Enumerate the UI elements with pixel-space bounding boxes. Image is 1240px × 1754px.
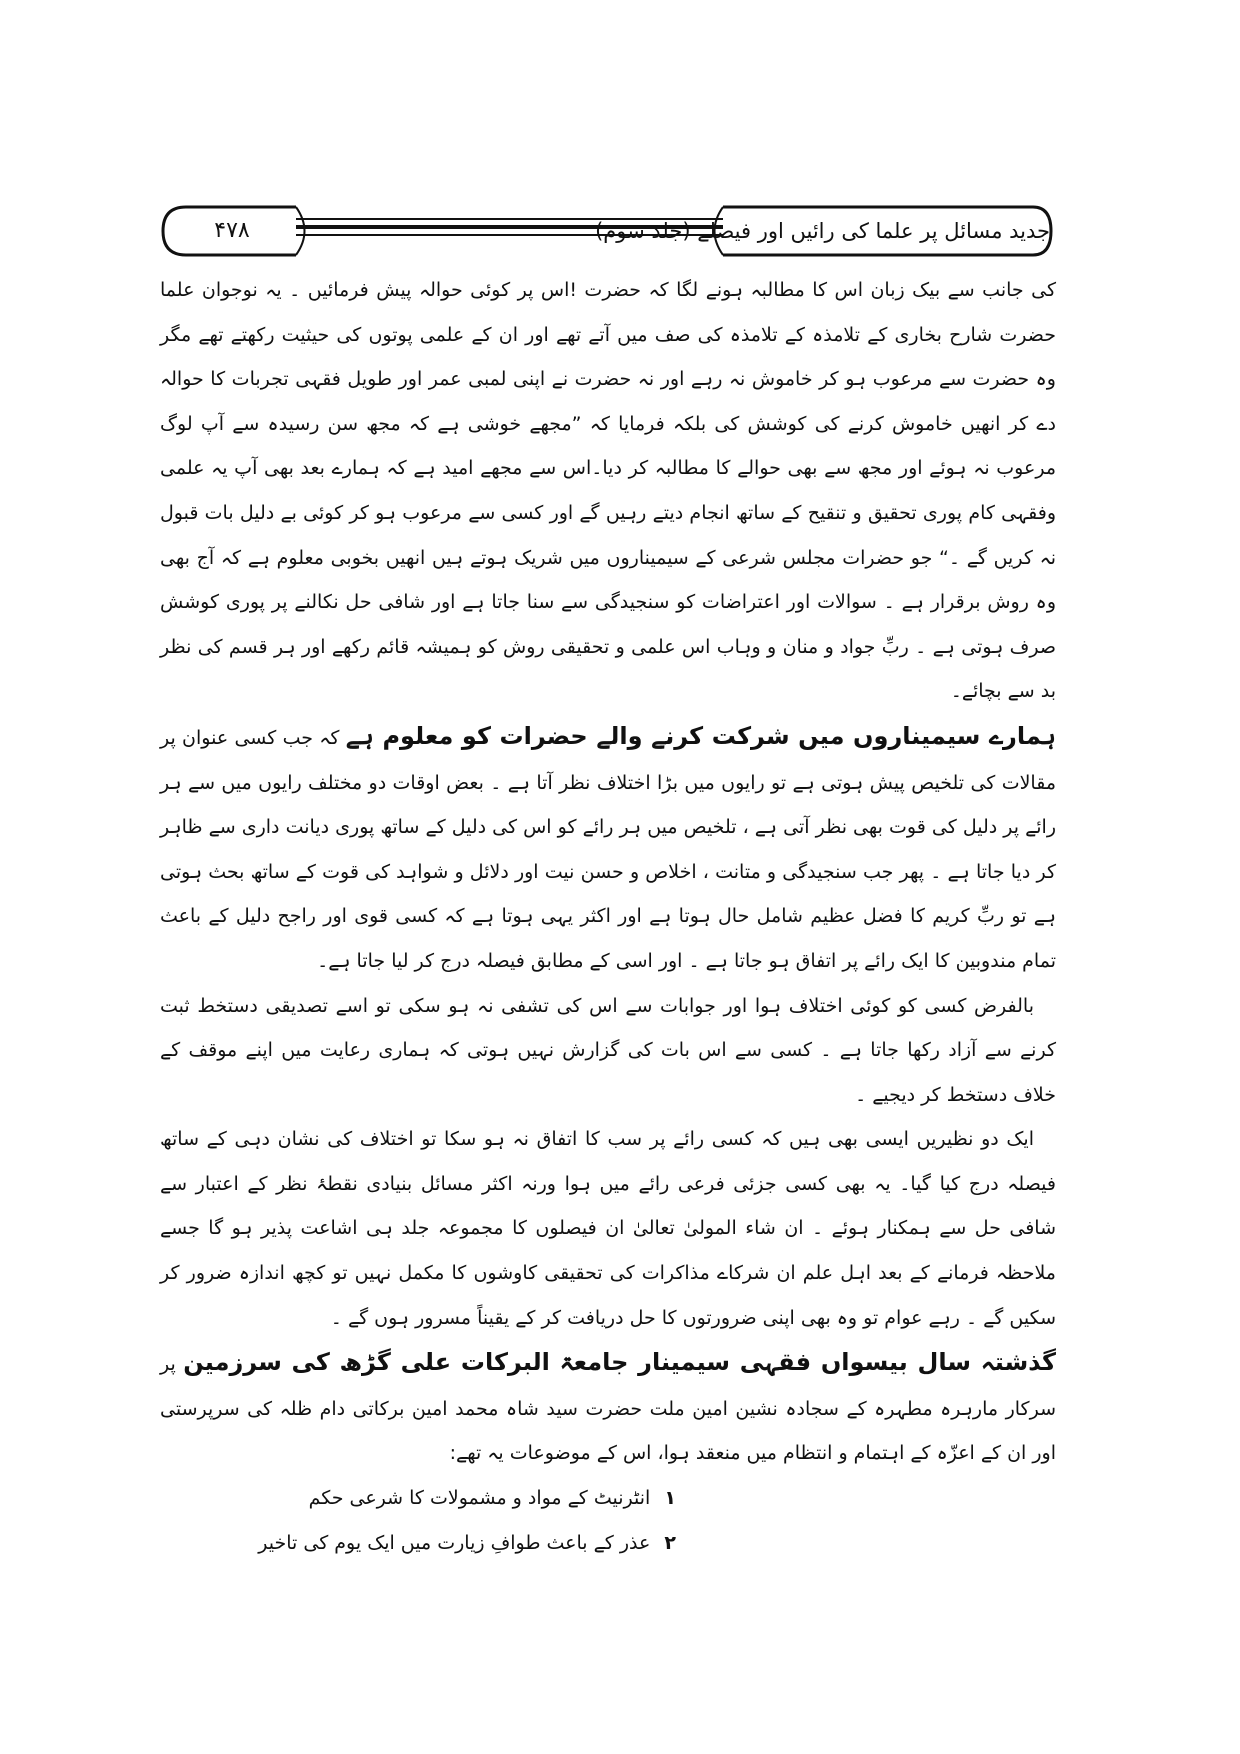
- page-number: ۴۷۸: [214, 218, 250, 243]
- topic-text: انٹرنیٹ کے مواد و مشمولات کا شرعی حکم: [308, 1487, 651, 1510]
- page-body: [160, 268, 1056, 1565]
- topic-number: ۱: [664, 1487, 676, 1510]
- paragraph-4-text: ایک دو نظیریں ایسی بھی ہیں کہ کسی رائے پر سب کا اتفاق نہ ہو سکا تو اختلاف کی نشان دہی کے ساتھ فیصلہ درج کیا گیا۔ یہ بھی کسی جزئی فرعی رائے میں ہوا ورنہ اکثر مسائل بنیادی نقطۂ نظر کے اعتبار سے شافی حل سے ہمکنار ہوئے ۔ ان شاء المولیٰ تعالیٰ ان فیصلوں کا مجموعہ جلد ہی اشاعت پذیر ہو گا جسے ملاحظہ فرمانے کے بعد اہل علم ان شرکاے مذاکرات کی تحقیقی کاوشوں کا مکمل نہیں تو کچھ اندازہ ضرور کر سکیں گے ۔ رہے عوام تو وہ بھی اپنی ضرورتوں کا حل دریافت کر کے یقیناً مسرور ہوں گے ۔: [160, 1128, 1056, 1329]
- topic-number: ۲: [664, 1531, 676, 1554]
- paragraph-2-lead: ہمارے سیمیناروں میں شرکت کرنے والے حضرات کو معلوم ہے: [345, 721, 1056, 750]
- paragraph-1: [160, 268, 1056, 714]
- book-title: جدید مسائل پر علما کی رائیں اور فیصلے (جلد سوم): [595, 219, 1050, 243]
- paragraph-1-text: کی جانب سے بیک زبان اس کا مطالبہ ہونے لگا کہ حضرت !اس پر کوئی حوالہ پیش فرمائیں ۔ یہ نوجوان علما حضرت شارح بخاری کے تلامذہ کے تلامذہ کی صف میں آتے تھے اور ان کے علمی پوتوں کی حیثیت رکھتے تھے مگر وہ حضرت سے مرعوب ہو کر خاموش نہ رہے اور نہ حضرت نے اپنی لمبی عمر اور طویل فقہی تجربات کا حوالہ دے کر انھیں خاموش کرنے کی کوشش کی بلکہ فرمایا کہ ”مجھے خوشی ہے کہ مجھ سن رسیدہ سے آپ لوگ مرعوب نہ ہوئے اور مجھ سے بھی حوالے کا مطالبہ کر دیا۔اس سے مجھے امید ہے کہ ہمارے بعد بھی آپ یہ علمی وفقہی کام پوری تحقیق و تنقیح کے ساتھ انجام دیتے رہیں گے اور کسی سے مرعوب ہو کر کوئی بے دلیل بات قبول نہ کریں گے ۔“ جو حضرات مجلس شرعی کے سیمیناروں میں شریک ہوتے ہیں انھیں بخوبی معلوم ہے کہ آج بھی وہ روش برقرار ہے ۔ سوالات اور اعتراضات کو سنجیدگی سے سنا جاتا ہے اور شافی حل نکالنے پر پوری کوشش صرف ہوتی ہے ۔ ربِّ جواد و منان و وہاب اس علمی و تحقیقی روش کو ہمیشہ قائم رکھے اور ہر قسم کی نظر بد سے بچائے۔: [160, 279, 1056, 703]
- paragraph-5-text: پر سرکار مارہرہ مطہرہ کے سجادہ نشین امین ملت حضرت سید شاہ محمد امین برکاتی دام ظلہ کی سرپرستی اور ان کے اعزّہ کے اہتمام و انتظام میں منعقد ہوا، اس کے موضوعات یہ تھے:: [160, 1353, 1056, 1465]
- page-header: [158, 203, 1056, 259]
- paragraph-3-text: بالفرض کسی کو کوئی اختلاف ہوا اور جوابات سے اس کی تشفی نہ ہو سکی تو اسے تصدیقی دستخط ثبت کرنے سے آزاد رکھا جاتا ہے ۔ کسی سے اس بات کی گزارش نہیں ہوتی کہ ہماری رعایت میں اپنے موقف کے خلاف دستخط کر دیجیے ۔: [160, 994, 1056, 1106]
- paragraph-5: [160, 1340, 1056, 1476]
- paragraph-4: [160, 1117, 1056, 1340]
- topics-list: [160, 1476, 1056, 1565]
- paragraph-2: [160, 714, 1056, 984]
- list-item: [160, 1521, 1056, 1566]
- paragraph-2-text: کہ جب کسی عنوان پر مقالات کی تلخیص پیش ہوتی ہے تو رایوں میں بڑا اختلاف نظر آتا ہے ۔ بعض اوقات دو مختلف رایوں میں سے ہر رائے پر دلیل کی قوت بھی نظر آتی ہے ، تلخیص میں ہر رائے کو اس کی دلیل کے ساتھ پوری دیانت داری سے ظاہر کر دیا جاتا ہے ۔ پھر جب سنجیدگی و متانت ، اخلاص و حسن نیت اور دلائل و شواہد کی قوت کے ساتھ بحث ہوتی ہے تو ربِّ کریم کا فضل عظیم شامل حال ہوتا ہے اور اکثر یہی ہوتا ہے کہ کسی قوی اور راجح دلیل کے باعث تمام مندوبین کا ایک رائے پر اتفاق ہو جاتا ہے ۔ اور اسی کے مطابق فیصلہ درج کر لیا جاتا ہے۔: [160, 726, 1056, 972]
- paragraph-3: [160, 984, 1056, 1118]
- list-item: [160, 1476, 1056, 1521]
- topic-text: عذر کے باعث طوافِ زیارت میں ایک یوم کی تاخیر: [258, 1531, 651, 1554]
- paragraph-5-lead: گذشتہ سال بیسواں فقہی سیمینار جامعۃ البرکات علی گڑھ کی سرزمین: [183, 1348, 1056, 1377]
